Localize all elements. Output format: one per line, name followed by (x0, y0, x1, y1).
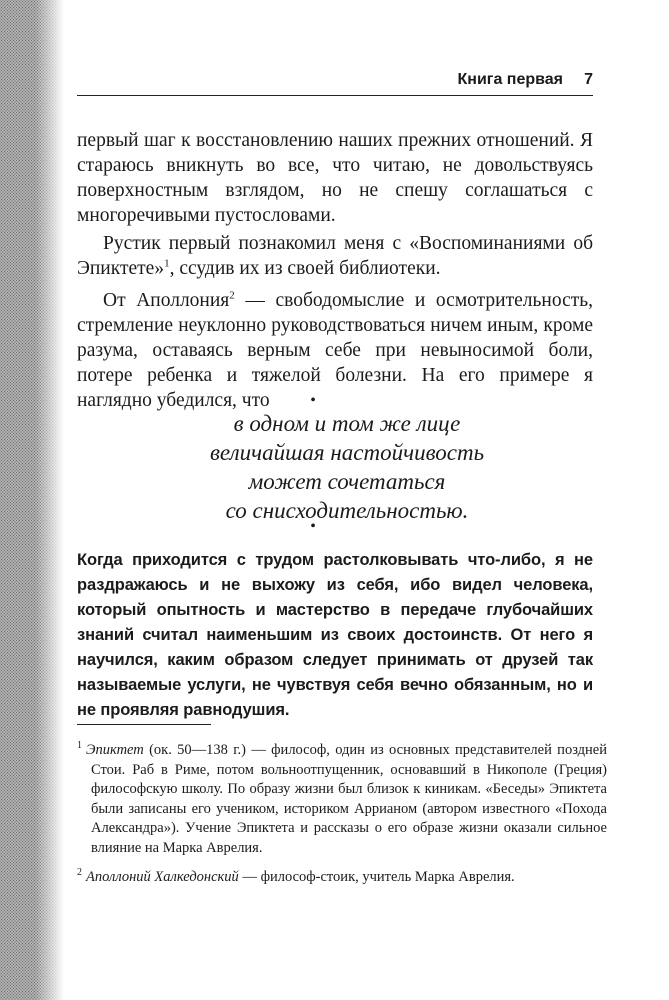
paragraph-1: первый шаг к восстановлению наших прежних отношений. Я стараюсь вникнуть во все, что читаю, не довольствуясь поверхностным взглядом, но не спешу соглашаться с многоречивыми пустословами. (77, 130, 593, 226)
footnote-1-name: Эпиктет (86, 742, 144, 758)
footnote-2-number: 2 (77, 867, 82, 879)
running-title: Книга первая (457, 71, 563, 88)
footnote-1-number: 1 (77, 740, 82, 752)
paragraph-2 (77, 231, 593, 281)
footnote-ref-2: 2 (229, 289, 235, 302)
pull-quote (77, 409, 617, 525)
emphasis-paragraph: Когда приходится с трудом растолковывать что-либо, я не раздражаюсь и не выхожу из себя, ибо видел человека, который опытность и мастерство в передаче глубочайших знаний считал наименьшим из своих достоинств. От него я научился, каким образом следует принимать от друзей так называемые услуги, не чувствуя себя вечно обязанным, но и не проявляя равнодушия. (77, 551, 593, 719)
paragraph-3-text: — свободомыслие и осмотрительность, стремление неуклонно руководствоваться ничем иным, кроме разума, оставаясь верным себе при невыносимой боли, потере ребенка и тяжелой болезни. На его примере я наглядно убедился, что (77, 290, 594, 411)
page-number: 7 (584, 71, 593, 88)
paragraph-2-text: Рустик первый познакомил меня с «Воспоминаниями об Эпиктете» (77, 233, 593, 279)
bullet-top: • (310, 392, 316, 409)
footnote-2-text: — философ-стоик, учитель Марка Аврелия. (238, 869, 515, 885)
footnote-2 (77, 868, 593, 888)
paragraph-2-tail: , ссудив их из своей библиотеки. (169, 258, 441, 279)
footnote-2-name: Аполлоний Халкедонский (86, 869, 239, 885)
quote-line: может сочетаться (248, 469, 446, 494)
footnote-ref-1: 1 (164, 257, 170, 270)
footnote-1 (77, 741, 607, 858)
bullet-bottom: • (310, 518, 316, 535)
quote-line: в одном и том же лице (233, 411, 461, 436)
quote-line: со снисходительностью. (225, 498, 469, 523)
footnote-separator (77, 724, 211, 725)
paragraph-3 (77, 288, 593, 413)
halftone-edge-decoration (0, 0, 64, 1000)
paragraph-3-start: От Аполлония (103, 290, 230, 311)
running-header (77, 71, 593, 96)
footnote-1-text: (ок. 50—138 г.) — философ, один из основных представителей поздней Стои. Раб в Риме, потом вольноотпущенник, основавший в Никополе (Греция) философскую школу. По образу жизни был близок к киникам. «Беседы» Эпиктета были записаны его учеником, историком Аррианом (автором известного «Похода Александра»). Учение Эпиктета и рассказы о его образе жизни оказали сильное влияние на Марка Аврелия. (91, 742, 607, 856)
quote-line: величайшая настойчивость (209, 440, 485, 465)
